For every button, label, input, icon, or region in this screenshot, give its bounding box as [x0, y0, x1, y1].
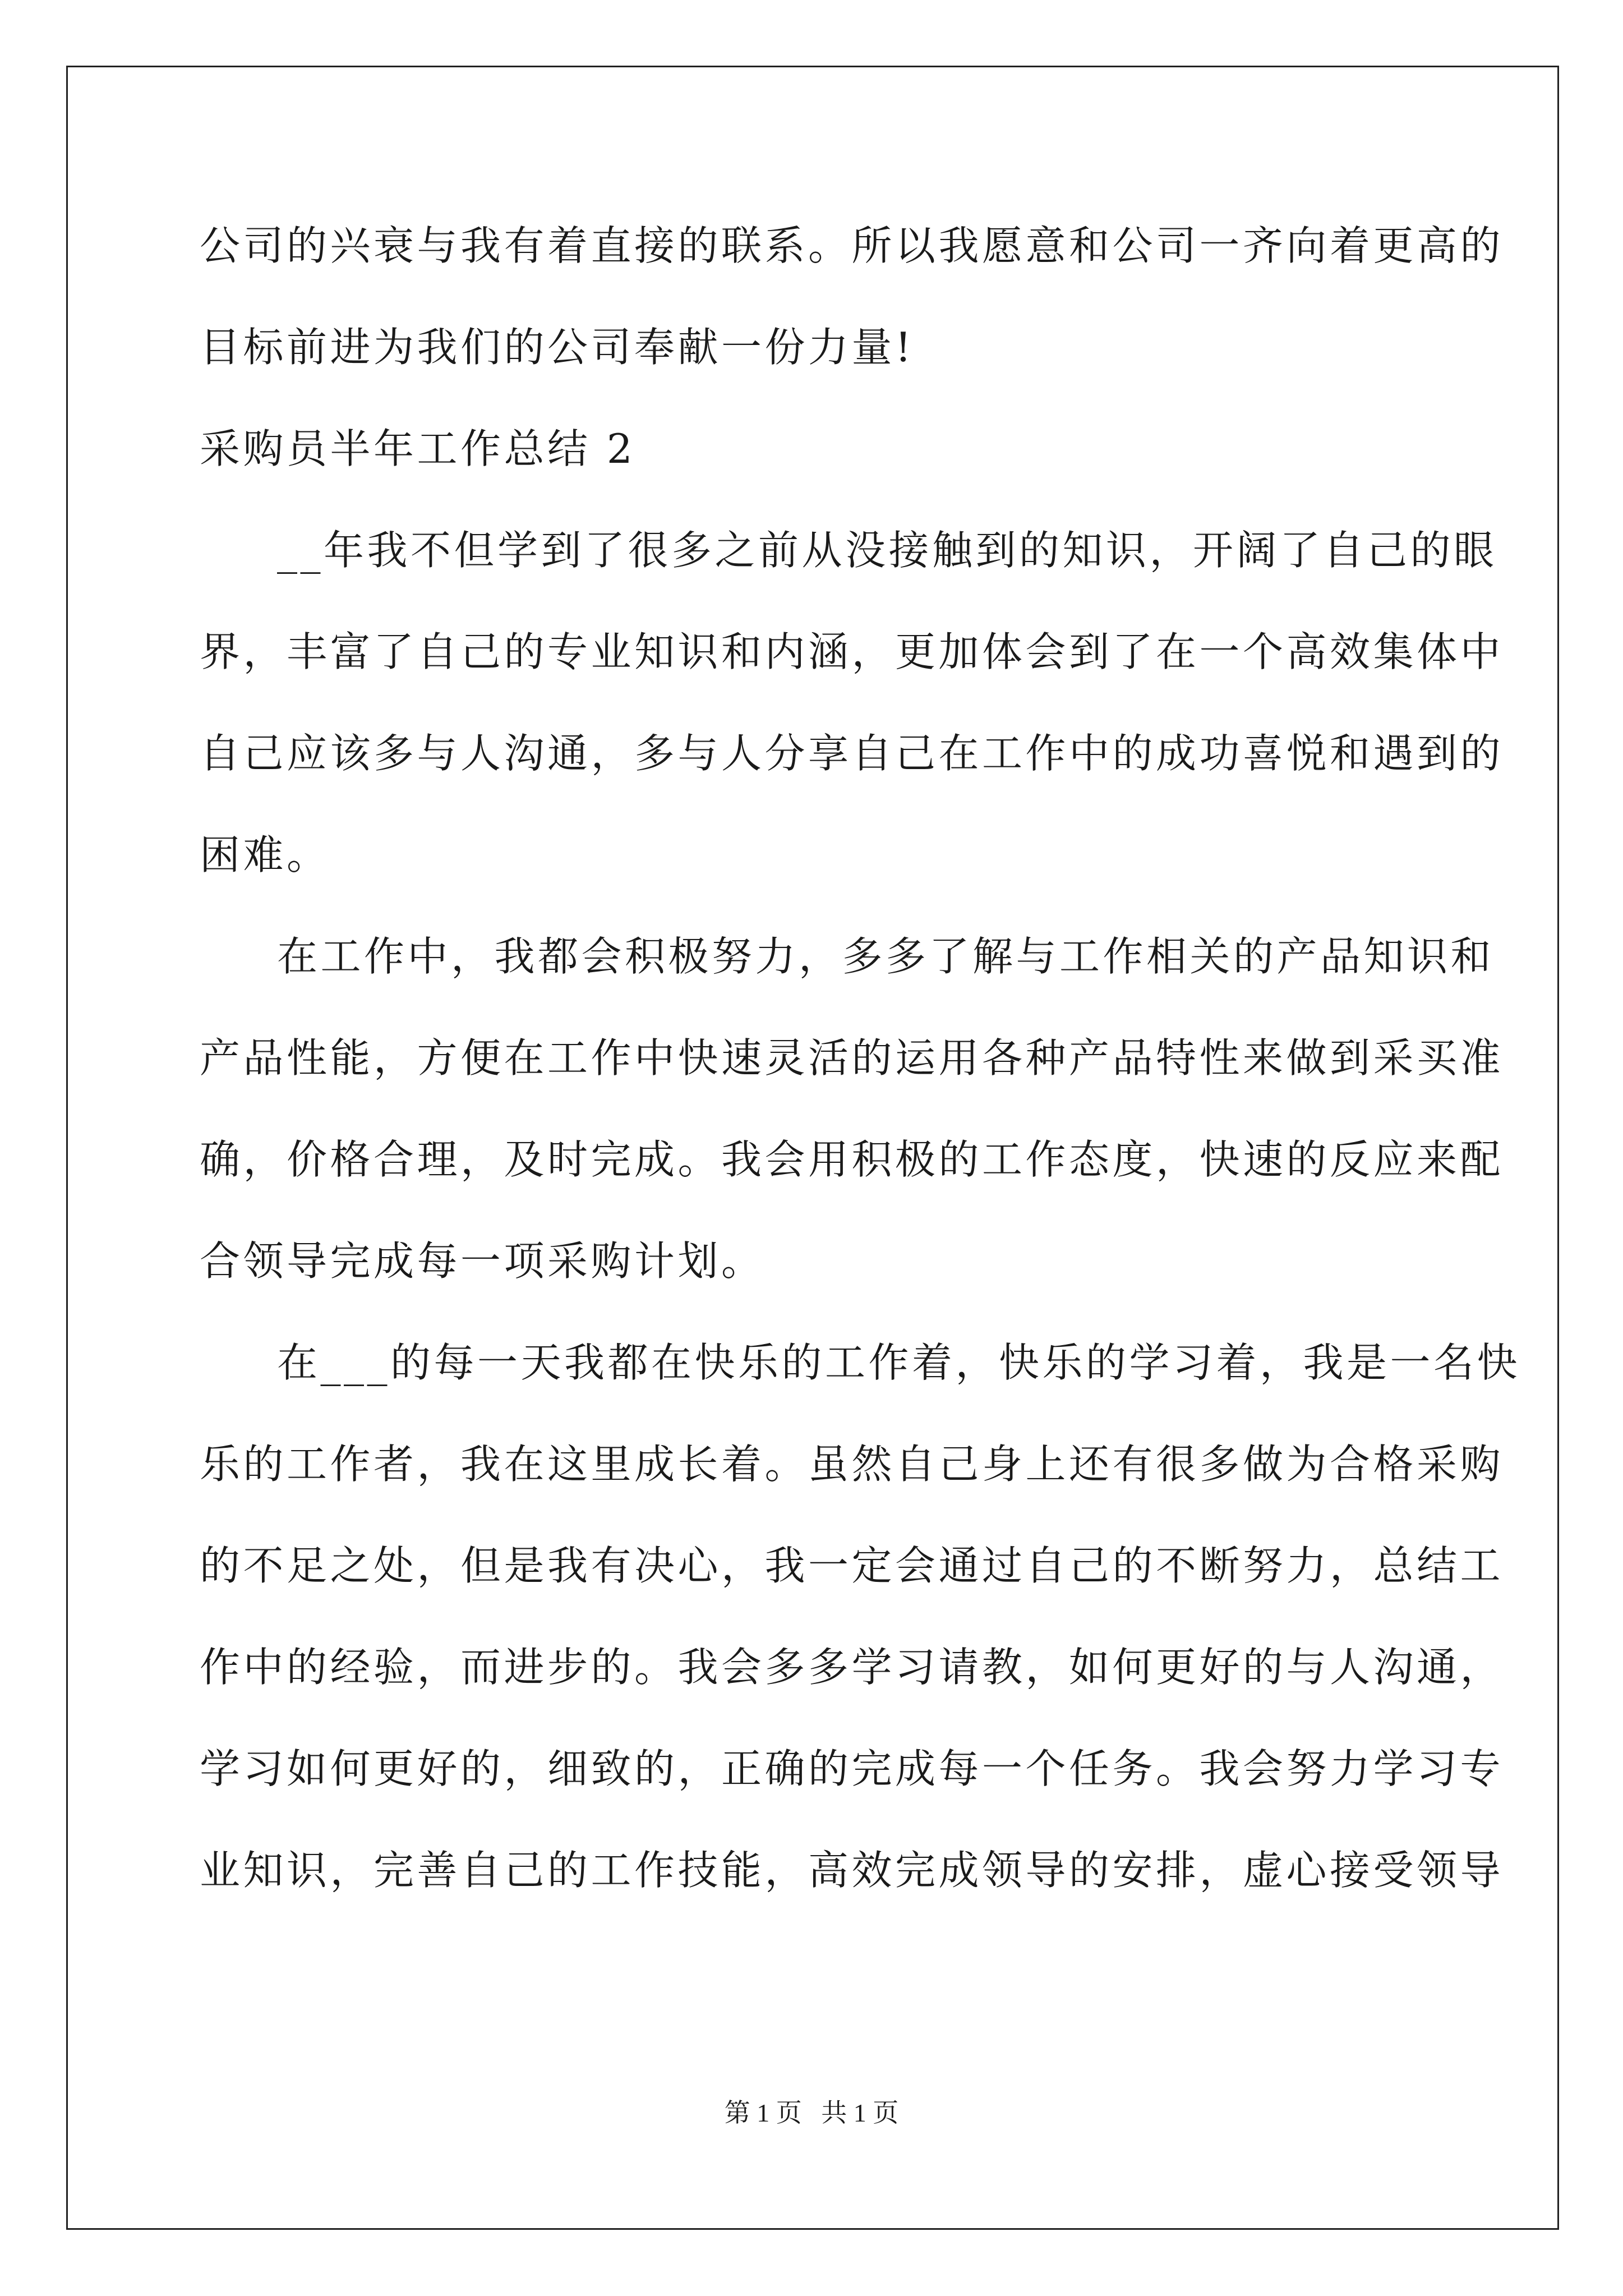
text-line: 目标前进为我们的公司奉献一份力量!: [200, 324, 915, 371]
text-line: 在___的每一天我都在快乐的工作着，快乐的学习着，我是一名快: [277, 1339, 1521, 1386]
section-heading: 采购员半年工作总结 2: [200, 425, 636, 472]
page-footer: 第 1 页 共 1 页: [724, 2099, 899, 2127]
text-line: 的不足之处，但是我有决心，我一定会通过自己的不断努力，总结工: [200, 1542, 1504, 1589]
text-line: __年我不但学到了很多之前从没接触到的知识，开阔了自己的眼: [277, 527, 1497, 574]
text-line: 公司的兴衰与我有着直接的联系。所以我愿意和公司一齐向着更高的: [200, 222, 1504, 269]
text-line: 业知识，完善自己的工作技能，高效完成领导的安排，虚心接受领导: [200, 1847, 1504, 1894]
text-line: 确，价格合理，及时完成。我会用积极的工作态度，快速的反应来配: [200, 1136, 1504, 1183]
text-line: 在工作中，我都会积极努力，多多了解与工作相关的产品知识和: [277, 933, 1495, 980]
text-line: 自己应该多与人沟通，多与人分享自己在工作中的成功喜悦和遇到的: [200, 730, 1504, 777]
text-line: 作中的经验，而进步的。我会多多学习请教，如何更好的与人沟通，: [200, 1644, 1504, 1691]
text-line: 产品性能，方便在工作中快速灵活的运用各种产品特性来做到采买准: [200, 1034, 1504, 1082]
text-line: 困难。: [200, 831, 330, 878]
text-line: 乐的工作者，我在这里成长着。虽然自己身上还有很多做为合格采购: [200, 1441, 1504, 1488]
text-line: 合领导完成每一项采购计划。: [200, 1237, 765, 1285]
text-line: 界，丰富了自己的专业知识和内涵，更加体会到了在一个高效集体中: [200, 628, 1504, 675]
text-line: 学习如何更好的，细致的，正确的完成每一个任务。我会努力学习专: [200, 1745, 1504, 1792]
